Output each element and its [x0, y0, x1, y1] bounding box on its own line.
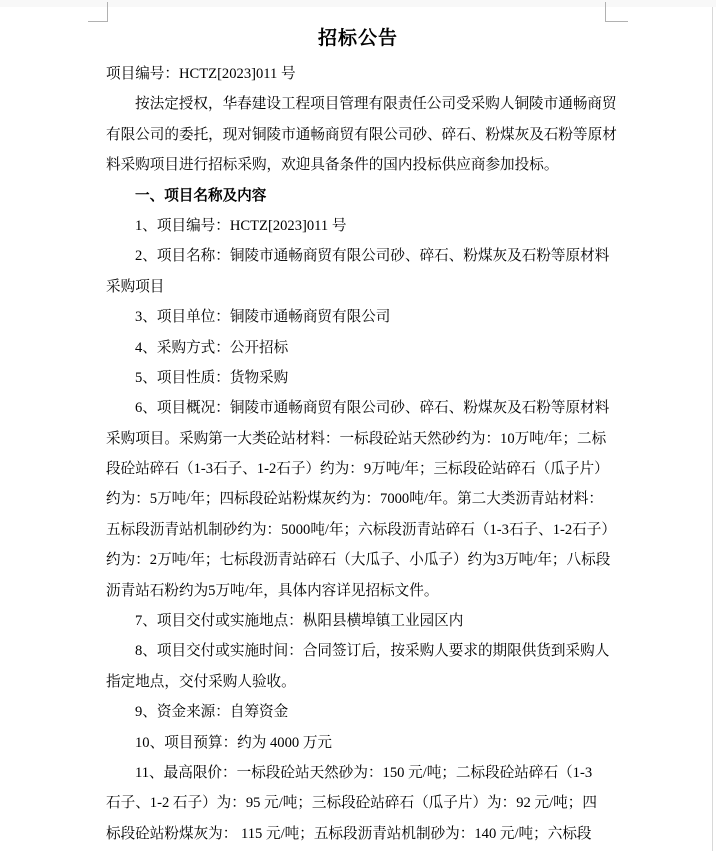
document-line: 石子、1-2 石子）为：95 元/吨；三标段砼站碎石（瓜子片）为：92 元/吨；四	[106, 795, 597, 812]
document-line: 10、项目预算：约为 4000 万元	[135, 734, 333, 751]
document-line: 段砼站碎石（1-3石子、1-2石子）约为：9万吨/年；三标段砼站碎石（瓜子片）	[106, 461, 609, 478]
window-right-edge	[712, 7, 713, 851]
section-heading: 一、项目名称及内容	[135, 187, 267, 204]
document-line: 1、项目编号：HCTZ[2023]011 号	[135, 217, 347, 234]
document-line: 8、项目交付或实施时间：合同签订后，按采购人要求的期限供货到采购人	[135, 643, 610, 660]
document-line: 5、项目性质：货物采购	[135, 369, 289, 386]
document-line: 3、项目单位：铜陵市通畅商贸有限公司	[135, 309, 391, 326]
document-line: 沥青站石粉约为5万吨/年，具体内容详见招标文件。	[106, 582, 439, 599]
document-line: 9、资金来源：自筹资金	[135, 704, 289, 721]
text-boundary-mark-top-right-icon	[605, 2, 628, 22]
document-line: 料采购项目进行招标采购，欢迎具备条件的国内投标供应商参加投标。	[106, 157, 559, 174]
document-line: 4、采购方式：公开招标	[135, 339, 289, 356]
document-line: 6、项目概况：铜陵市通畅商贸有限公司砂、碎石、粉煤灰及石粉等原材料	[135, 400, 610, 417]
document-line: 按法定授权，华春建设工程项目管理有限责任公司受采购人铜陵市通畅商贸	[135, 96, 617, 113]
document-line: 7、项目交付或实施地点：枞阳县横埠镇工业园区内	[135, 613, 464, 630]
document-line: 五标段沥青站机制砂约为：5000吨/年；六标段沥青站碎石（1-3石子、1-2石子）	[106, 521, 616, 538]
document-line: 采购项目	[106, 278, 165, 295]
document-line: 项目编号：HCTZ[2023]011 号	[106, 66, 296, 82]
document-line: 约为：2万吨/年；七标段沥青站碎石（大瓜子、小瓜子）约为3万吨/年；八标段	[106, 552, 611, 569]
document-line: 有限公司的委托，现对铜陵市通畅商贸有限公司砂、碎石、粉煤灰及石粉等原材	[106, 126, 617, 143]
document-line: 采购项目。采购第一大类砼站材料：一标段砼站天然砂约为：10万吨/年；二标	[106, 430, 607, 447]
document-line: 2、项目名称：铜陵市通畅商贸有限公司砂、碎石、粉煤灰及石粉等原材料	[135, 248, 610, 265]
document-line: 约为：5万吨/年；四标段砼站粉煤灰约为：7000吨/年。第二大类沥青站材料：	[106, 491, 604, 508]
document-line: 11、最高限价：一标段砼站天然砂为：150 元/吨；二标段砼站碎石（1-3	[135, 764, 593, 781]
document-body	[106, 59, 622, 849]
document-line: 标段砼站粉煤灰为： 115 元/吨；五标段沥青站机制砂为：140 元/吨；六标段	[106, 825, 592, 842]
document-line: 指定地点，交付采购人验收。	[106, 673, 296, 690]
document-title: 招标公告	[317, 28, 398, 49]
text-boundary-mark-top-left-icon	[88, 2, 108, 22]
